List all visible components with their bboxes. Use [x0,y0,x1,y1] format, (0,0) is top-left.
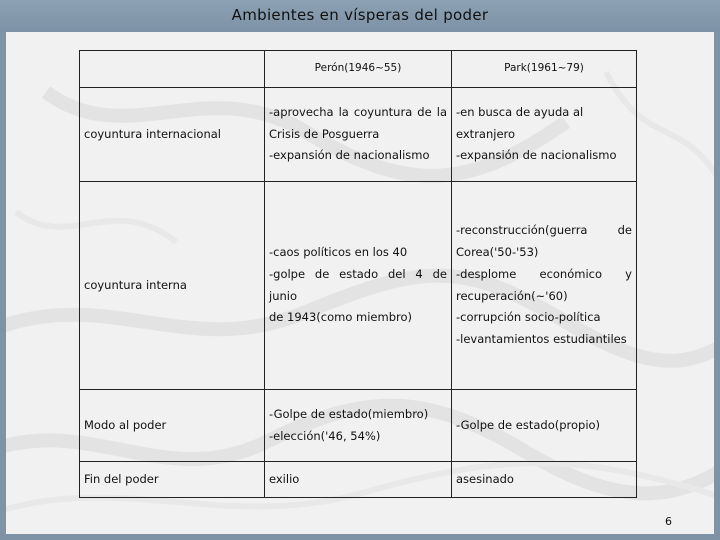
row-label: Modo al poder [80,390,265,462]
cell-line: Crisis de Posguerra [269,126,380,141]
peron-cell [265,182,452,390]
cell-line: Corea('50-'53) [456,244,539,259]
cell-line: -Golpe de estado(miembro) [269,406,429,421]
park-cell [452,462,637,498]
cell-line: -levantamientos estudiantiles [456,332,627,347]
peron-cell [265,88,452,182]
cell-line: asesinado [456,471,514,486]
cell-line: -desplome económico y [456,266,632,281]
park-cell [452,390,637,462]
table-row [80,88,637,182]
table-row [80,462,637,498]
cell-line: exilio [269,471,300,486]
cell-line: -elección('46, 54%) [269,428,381,443]
slide-body [6,32,714,534]
row-label: coyuntura internacional [80,88,265,182]
row-label: Fin del poder [80,462,265,498]
header-cell-park: Park(1961~79) [452,51,637,88]
cell-line: -aprovecha la coyuntura de la [269,104,447,119]
comparison-table [79,50,637,498]
peron-cell [265,462,452,498]
page-number: 6 [665,515,672,528]
cell-line: -expansión de nacionalismo [456,148,617,163]
cell-line: recuperación(~'60) [456,288,568,303]
table-row [80,182,637,390]
park-cell [452,182,637,390]
cell-line: -expansión de nacionalismo [269,148,430,163]
cell-line: -Golpe de estado(propio) [456,417,601,432]
cell-line: de 1943(como miembro) [269,310,413,325]
park-cell [452,88,637,182]
row-label: coyuntura interna [80,182,265,390]
slide-title: Ambientes en vísperas del poder [231,6,489,24]
header-cell-peron: Perón(1946~55) [265,51,452,88]
cell-line: -en busca de ayuda al extranjero [456,104,584,141]
cell-line: -caos políticos en los 40 [269,244,408,259]
peron-cell [265,390,452,462]
cell-line: -golpe de estado del 4 de junio [269,266,447,303]
cell-line: -corrupción socio-política [456,310,601,325]
table-header-row [80,51,637,88]
cell-line: -reconstrucción(guerra de [456,222,632,237]
header-cell-empty [80,51,265,88]
table-row [80,390,637,462]
